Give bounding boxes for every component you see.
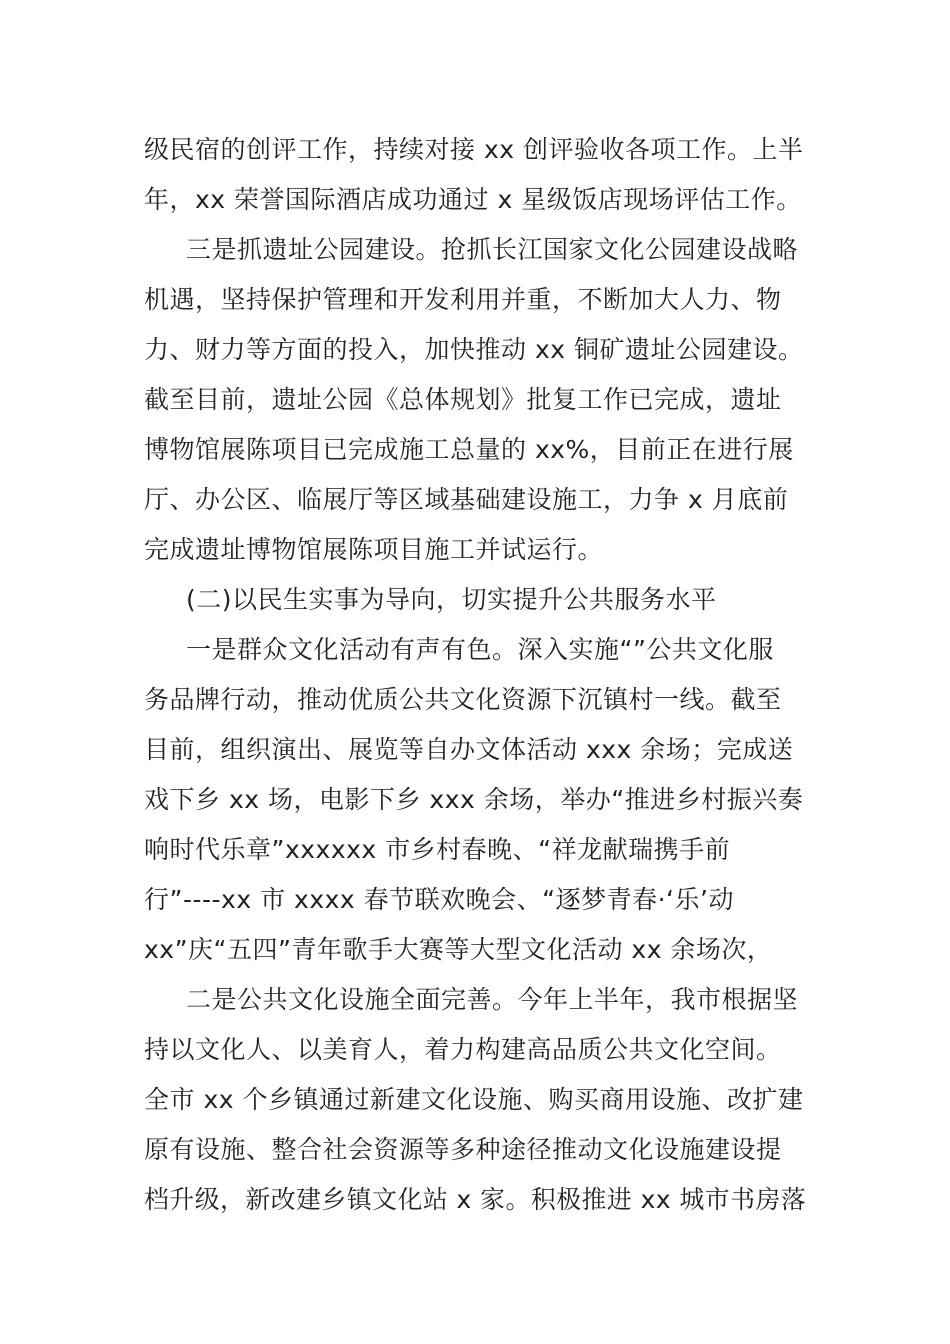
text-line: 截至目前，遗址公园《总体规划》批复工作已完成，遗址 [144, 385, 782, 414]
paragraph-start-line: 二是公共文化设施全面完善。今年上半年，我市根据坚 [186, 985, 799, 1014]
text-line: 厅、办公区、临展厅等区域基础建设施工，力争 x 月底前 [144, 485, 789, 514]
text-line: 戏下乡 xx 场，电影下乡 xxx 余场，举办“推进乡村振兴奏 [144, 785, 804, 814]
text-line: 完成遗址博物馆展陈项目施工并试运行。 [144, 535, 604, 564]
text-line: 全市 xx 个乡镇通过新建文化设施、购买商用设施、改扩建 [144, 1085, 804, 1114]
text-line: 级民宿的创评工作，持续对接 xx 创评验收各项工作。上半 [144, 135, 804, 164]
text-line: 行”----xx 市 xxxx 春节联欢晚会、“逐梦青春·‘乐’动 [144, 885, 734, 914]
text-line: 力、财力等方面的投入，加快推动 xx 铜矿遗址公园建设。 [144, 335, 804, 364]
text-line: 响时代乐章”xxxxxx 市乡村春晚、“祥龙献瑞携手前 [144, 835, 731, 864]
paragraph-start-line: 一是群众文化活动有声有色。深入实施“”公共文化服 [186, 635, 774, 664]
text-line: 年，xx 荣誉国际酒店成功通过 x 星级饭店现场评估工作。 [144, 185, 802, 214]
text-line: 务品牌行动，推动优质公共文化资源下沉镇村一线。截至 [144, 685, 782, 714]
text-line: 原有设施、整合社会资源等多种途径推动文化设施建设提 [144, 1135, 782, 1164]
text-line: 机遇，坚持保护管理和开发利用并重，不断加大人力、物 [144, 285, 782, 314]
text-line: 博物馆展陈项目已完成施工总量的 xx%，目前正在进行展 [144, 435, 794, 464]
text-line: 档升级，新改建乡镇文化站 x 家。积极推进 xx 城市书房落 [144, 1185, 807, 1214]
text-line: 持以文化人、以美育人，着力构建高品质公共文化空间。 [144, 1035, 782, 1064]
paragraph-start-line: 三是抓遗址公园建设。抢抓长江国家文化公园建设战略 [186, 235, 799, 264]
text-line: 目前，组织演出、展览等自办文体活动 xxx 余场；完成送 [144, 735, 794, 764]
text-line: xx”庆“五四”青年歌手大赛等大型文化活动 xx 余场次， [144, 935, 773, 964]
section-heading: (二)以民生实事为导向，切实提升公共服务水平 [186, 585, 717, 614]
